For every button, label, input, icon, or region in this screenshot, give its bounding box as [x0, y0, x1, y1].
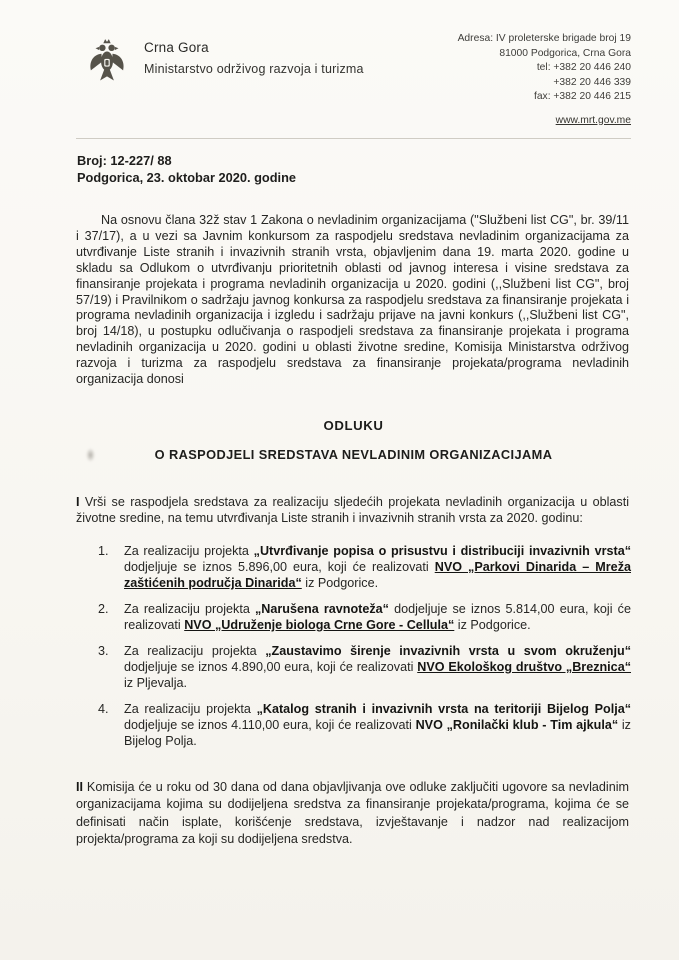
item-mid-text: dodjeljuje se iznos 4.890,00 eura, koji će realizovati	[124, 659, 418, 674]
allocation-item-4	[98, 701, 631, 749]
project-name: „Utvrđivanje popisa o prisustvu i distribuciji invazivnih vrsta“	[253, 543, 631, 558]
item-pre-text: Za realizaciju projekta	[124, 701, 257, 716]
ngo-name: NVO „Udruženje biologa Crne Gore - Cellula“	[184, 617, 455, 632]
allocation-list	[98, 543, 631, 749]
section-2-paragraph	[76, 779, 629, 849]
item-pre-text: Za realizaciju projekta	[124, 643, 266, 658]
document-number: Broj: 12-227/ 88	[77, 153, 172, 168]
item-text	[124, 701, 631, 749]
ngo-name: NVO „Parkovi Dinarida – Mreža zaštićenih područja Dinarida“	[124, 559, 631, 590]
preamble-paragraph: Na osnovu člana 32ž stav 1 Zakona o nevladinim organizacijama ("Službeni list CG", br. 39/11 i 37/17), a u vezi sa Javnim konkursom za raspodjelu sredstava nevladinim organizacijama za utvrđivanje Liste stranih i invazivnih stranih vrsta, objavljenim dana 19. marta 2020. godine u skladu sa Odlukom o utvrđivanju prioritetnih oblasti od javnog interesa i visine sredstava za finansiranje projekata i programa nevladinih organizacija u 2020. godini (,,Službeni list CG", broj 57/19) i Pravilnikom o sadržaju javnog konkursa za raspodjelu sredstava za finansiranje projekata i programa nevladinih organizacija i izgledu i sadržaju prijave na javni konkurs (,,Službeni list CG", broj 14/18), u postupku odlučivanja o raspodjeli sredstava za finansiranje projekata i programa nevladinih organizacija u 2020. godini u oblasti životne sredine, Komisija Ministarstva održivog razvoja i turizma za raspodjelu sredstava za finansiranje projekata/programa nevladinih organizacija donosi	[76, 213, 629, 387]
item-mid-text: dodjeljuje se iznos 4.110,00 eura, koji će realizovati	[124, 717, 416, 732]
ngo-name: NVO Ekološkog društvo „Breznica“	[417, 659, 631, 674]
item-mid-text: dodjeljuje se iznos 5.896,00 eura, koji će realizovati	[124, 559, 435, 574]
allocation-item-2	[98, 601, 631, 633]
item-post-text: iz Bijelog Polja.	[124, 717, 631, 748]
phone-line-1: tel: +382 20 446 240	[536, 62, 631, 73]
org-country: Crna Gora	[144, 40, 209, 55]
decision-title: ODLUKU	[323, 417, 384, 433]
ministry-brand	[84, 36, 364, 90]
project-name: „Katalog stranih i invazivnih vrsta na teritoriji Bijelog Polja“	[256, 701, 631, 716]
allocation-item-1	[98, 543, 631, 591]
phone-line-2: +382 20 446 339	[553, 76, 631, 88]
item-post-text: iz Podgorice.	[301, 575, 379, 590]
ministry-name-block	[144, 36, 364, 76]
fax-line: fax: +382 20 446 215	[533, 91, 631, 102]
project-name: „Narušena ravnoteža“	[255, 601, 389, 616]
scan-artifact	[86, 448, 95, 462]
document-place-date: Podgorica, 23. oktobar 2020. godine	[77, 170, 297, 185]
website-link[interactable]: www.mrt.gov.me	[555, 114, 631, 126]
item-post-text: iz Podgorice.	[454, 617, 531, 632]
allocation-item-3	[98, 643, 631, 691]
item-number: 4.	[98, 701, 109, 716]
item-number: 1.	[98, 543, 109, 558]
ngo-name: NVO „Ronilački klub - Tim ajkula“	[415, 717, 619, 732]
contact-block	[458, 30, 631, 128]
coat-of-arms-logo	[84, 36, 130, 90]
item-text	[124, 543, 631, 591]
address-line-1: Adresa: IV proleterske brigade broj 19	[457, 33, 631, 44]
item-number: 3.	[98, 643, 109, 658]
section-2-label: II	[76, 779, 83, 794]
header-divider	[76, 138, 631, 139]
item-post-text: iz Pljevalja.	[124, 675, 187, 690]
section-2-text: Komisija će u roku od 30 dana od dana objavljivanja ove odluke zaključiti ugovore sa nevladinim organizacijama kojima su dodijeljena sredstva za finansiranje projekata/programa, kojima će se definisati način isplate, korišćenje sredstava, izvještavanje i nadzor nad realizacijom projekta/programa za koji su dodijeljena sredstva.	[76, 779, 629, 847]
item-text	[124, 601, 631, 633]
item-pre-text: Za realizaciju projekta	[124, 543, 254, 558]
org-ministry: Ministarstvo održivog razvoja i turizma	[144, 62, 364, 76]
section-1-intro-text: Vrši se raspodjela sredstava za realizaciju sljedećih projekata nevladinih organizacija u oblasti životne sredine, na temu utvrđivanja Liste stranih i invazivnih stranih vrsta za 2020. godinu:	[76, 494, 629, 525]
section-1-label: I	[76, 494, 80, 509]
letterhead	[76, 30, 631, 128]
section-1-intro	[76, 494, 629, 526]
project-name: „Zaustavimo širenje invazivnih vrsta u svom okruženju“	[265, 643, 631, 658]
address-line-2: 81000 Podgorica, Crna Gora	[499, 47, 631, 59]
item-number: 2.	[98, 601, 109, 616]
item-text	[124, 643, 631, 691]
item-mid-text: dodjeljuje se iznos 5.814,00 eura, koji će realizovati	[124, 601, 631, 632]
document-meta	[77, 152, 631, 186]
item-pre-text: Za realizaciju projekta	[124, 601, 255, 616]
decision-subtitle: O RASPODJELI SREDSTAVA NEVLADINIM ORGANIZACIJAMA	[154, 446, 553, 462]
